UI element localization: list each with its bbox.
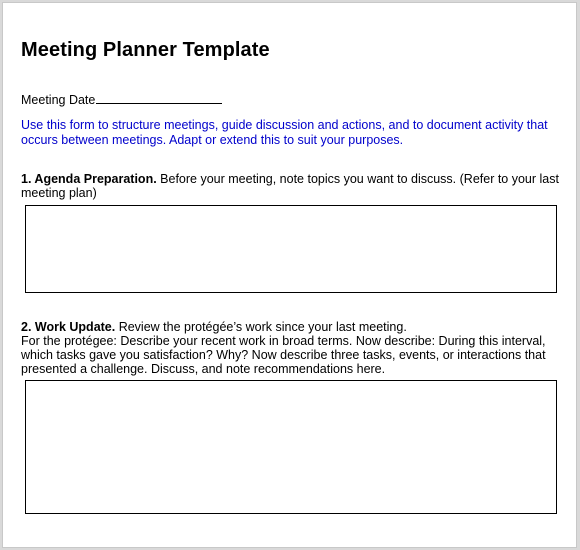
section-work-update (21, 320, 566, 376)
section-agenda-preparation (21, 172, 566, 200)
section-heading-work-update: 2. Work Update. (21, 320, 116, 334)
section-text-agenda-preparation: Before your meeting, note topics you want to discuss. (Refer to your last meeting plan) (21, 172, 559, 200)
intro-instructions: Use this form to structure meetings, guide discussion and actions, and to document activity that occurs between meetings. Adapt or extend this to suit your purposes. (21, 118, 548, 147)
section-heading-agenda-preparation: 1. Agenda Preparation. (21, 172, 157, 186)
agenda-preparation-input[interactable] (25, 205, 557, 293)
section-extra-work-update: For the protégee: Describe your recent work in broad terms. Now describe: During this interval, which tasks gave you satisfaction? Why? Now describe three tasks, events, or interactions that presented a challenge. Discuss, and note recommendations here. (21, 334, 546, 376)
meeting-date-row (21, 91, 222, 107)
work-update-input[interactable] (25, 380, 557, 514)
meeting-date-label: Meeting Date (21, 93, 96, 107)
section-text-work-update: Review the protégée’s work since your last meeting. (115, 320, 407, 334)
page-title: Meeting Planner Template (21, 39, 270, 61)
document-page (2, 2, 577, 548)
meeting-date-field[interactable] (96, 91, 222, 104)
